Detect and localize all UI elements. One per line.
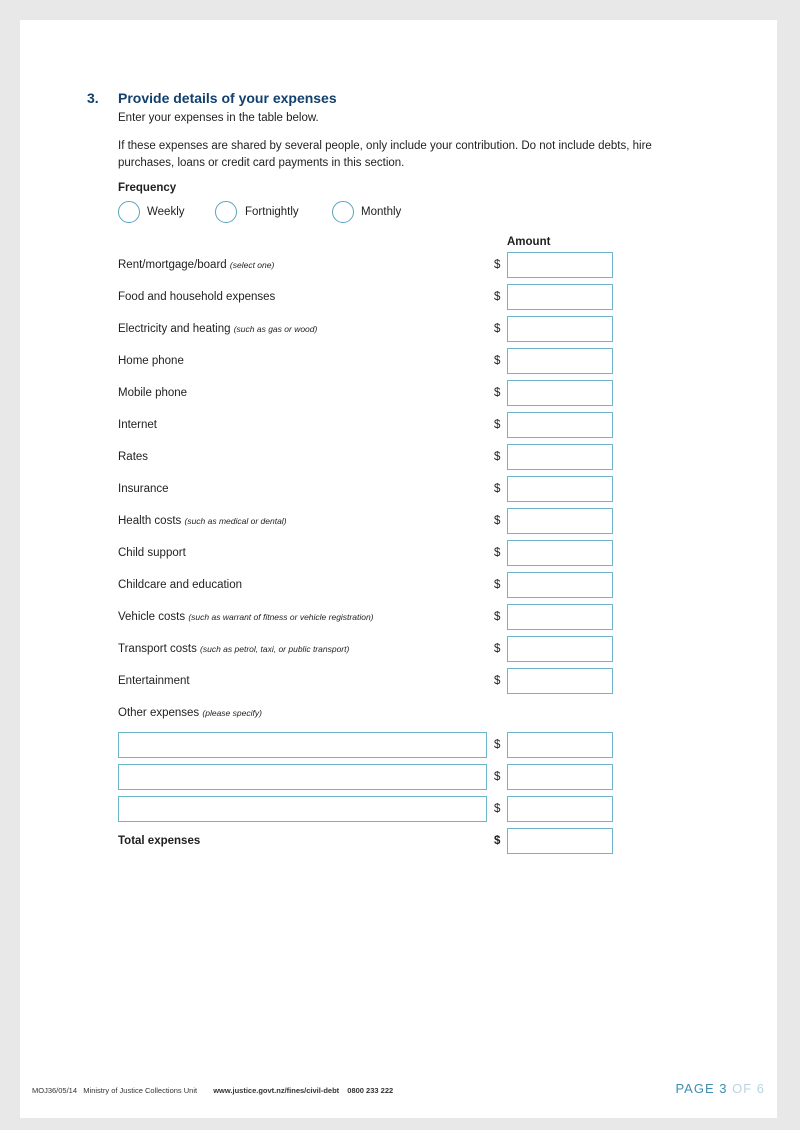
expense-row-9 — [118, 547, 186, 559]
expense-row-0-amount-input[interactable] — [507, 252, 613, 278]
other-expense-0-currency: $ — [494, 739, 501, 751]
expense-row-10-currency: $ — [494, 579, 501, 591]
other-expense-description-input[interactable] — [118, 732, 487, 758]
expense-row-8-text: Health costs — [118, 515, 182, 527]
expense-row-2-note: (such as gas or wood) — [233, 324, 318, 334]
expense-row-5-amount-input[interactable] — [507, 412, 613, 438]
radio-monthly-label: Monthly — [361, 206, 402, 218]
radio-fortnightly[interactable] — [215, 201, 237, 223]
radio-monthly[interactable] — [332, 201, 354, 223]
expense-row-4-amount-input[interactable] — [507, 380, 613, 406]
other-expense-2-currency: $ — [494, 803, 501, 815]
other-expenses-label — [118, 707, 262, 719]
expense-row-4-text: Mobile phone — [118, 387, 188, 399]
expense-row-5 — [118, 419, 157, 431]
expense-row-5-currency: $ — [494, 419, 501, 431]
expense-row-8-amount-input[interactable] — [507, 508, 613, 534]
expense-row-12-amount-input[interactable] — [507, 636, 613, 662]
expense-row-0 — [118, 259, 274, 271]
page-current: PAGE 3 — [675, 1081, 728, 1096]
expense-row-3-amount-input[interactable] — [507, 348, 613, 374]
expense-row-3-currency: $ — [494, 355, 501, 367]
expense-row-9-text: Child support — [118, 547, 186, 559]
section-note: If these expenses are shared by several people, only include your contribution. Do not include debts, hire purchases, loans or credit card payments in this section. — [118, 140, 652, 169]
org-name: Ministry of Justice Collections Unit — [83, 1086, 198, 1095]
expense-row-6-text: Rates — [118, 451, 149, 463]
page-total: OF 6 — [732, 1081, 765, 1096]
expense-row-10-text: Childcare and education — [118, 579, 243, 591]
expense-row-8-currency: $ — [494, 515, 501, 527]
expense-row-7-amount-input[interactable] — [507, 476, 613, 502]
expense-row-7 — [118, 483, 169, 495]
expense-row-0-currency: $ — [494, 259, 501, 271]
section-title: Provide details of your expenses — [118, 90, 337, 106]
expense-row-8-note: (such as medical or dental) — [184, 516, 287, 526]
footer-info — [32, 1086, 393, 1095]
other-expenses-label-note: (please specify) — [202, 708, 262, 718]
radio-fortnightly-label: Fortnightly — [245, 206, 299, 218]
expense-row-13-currency: $ — [494, 675, 501, 687]
expense-row-2-text: Electricity and heating — [118, 323, 231, 335]
expense-row-13-amount-input[interactable] — [507, 668, 613, 694]
expense-row-1-amount-input[interactable] — [507, 284, 613, 310]
expense-row-11 — [118, 611, 374, 623]
expense-row-0-note: (select one) — [229, 260, 275, 270]
expense-row-3 — [118, 355, 184, 367]
expense-row-10 — [118, 579, 242, 591]
expense-row-4 — [118, 387, 187, 399]
expense-row-6 — [118, 451, 148, 463]
expense-row-11-note: (such as warrant of fitness or vehicle registration) — [188, 612, 374, 622]
total-expenses-amount-input[interactable] — [507, 828, 613, 854]
section-number: 3. — [87, 90, 99, 106]
expense-row-13-text: Entertainment — [118, 675, 190, 687]
footer-phone: 0800 233 222 — [347, 1086, 394, 1095]
expense-row-12-note: (such as petrol, taxi, or public transport) — [200, 644, 350, 654]
form-code: MOJ36/05/14 — [32, 1086, 78, 1095]
expense-row-0-text: Rent/mortgage/board — [118, 259, 227, 271]
other-expense-2-amount-input[interactable] — [507, 796, 613, 822]
total-expenses-label-text: Total expenses — [118, 835, 201, 847]
expense-row-6-currency: $ — [494, 451, 501, 463]
expense-row-11-text: Vehicle costs — [118, 611, 186, 623]
form-page — [20, 20, 777, 1118]
expense-row-11-amount-input[interactable] — [507, 604, 613, 630]
expense-row-7-text: Insurance — [118, 483, 169, 495]
page-indicator — [675, 1081, 765, 1096]
expense-row-1 — [118, 291, 275, 303]
section-intro: Enter your expenses in the table below. — [118, 112, 319, 124]
frequency-label: Frequency — [118, 182, 177, 194]
expense-row-2 — [118, 323, 317, 335]
expense-row-7-currency: $ — [494, 483, 501, 495]
total-expenses-currency: $ — [494, 835, 501, 847]
expense-row-12 — [118, 643, 349, 655]
other-expense-0-amount-input[interactable] — [507, 732, 613, 758]
expense-row-4-currency: $ — [494, 387, 501, 399]
expense-row-3-text: Home phone — [118, 355, 184, 367]
expense-row-13 — [118, 675, 190, 687]
expense-row-6-amount-input[interactable] — [507, 444, 613, 470]
other-expenses-label-text: Other expenses — [118, 707, 200, 719]
expense-row-12-text: Transport costs — [118, 643, 197, 655]
expense-row-1-currency: $ — [494, 291, 501, 303]
expense-row-10-amount-input[interactable] — [507, 572, 613, 598]
radio-weekly-label: Weekly — [147, 206, 185, 218]
total-expenses-label — [118, 835, 200, 847]
other-expense-description-input[interactable] — [118, 796, 487, 822]
expense-row-2-currency: $ — [494, 323, 501, 335]
amount-column-header: Amount — [507, 236, 551, 248]
expense-row-2-amount-input[interactable] — [507, 316, 613, 342]
expense-row-11-currency: $ — [494, 611, 501, 623]
expense-row-1-text: Food and household expenses — [118, 291, 276, 303]
other-expense-1-currency: $ — [494, 771, 501, 783]
other-expense-1-amount-input[interactable] — [507, 764, 613, 790]
other-expense-description-input[interactable] — [118, 764, 487, 790]
expense-row-9-currency: $ — [494, 547, 501, 559]
footer-url[interactable]: www.justice.govt.nz/fines/civil-debt — [213, 1086, 340, 1095]
expense-row-12-currency: $ — [494, 643, 501, 655]
expense-row-9-amount-input[interactable] — [507, 540, 613, 566]
expense-row-5-text: Internet — [118, 419, 157, 431]
expense-row-8 — [118, 515, 287, 527]
radio-weekly[interactable] — [118, 201, 140, 223]
